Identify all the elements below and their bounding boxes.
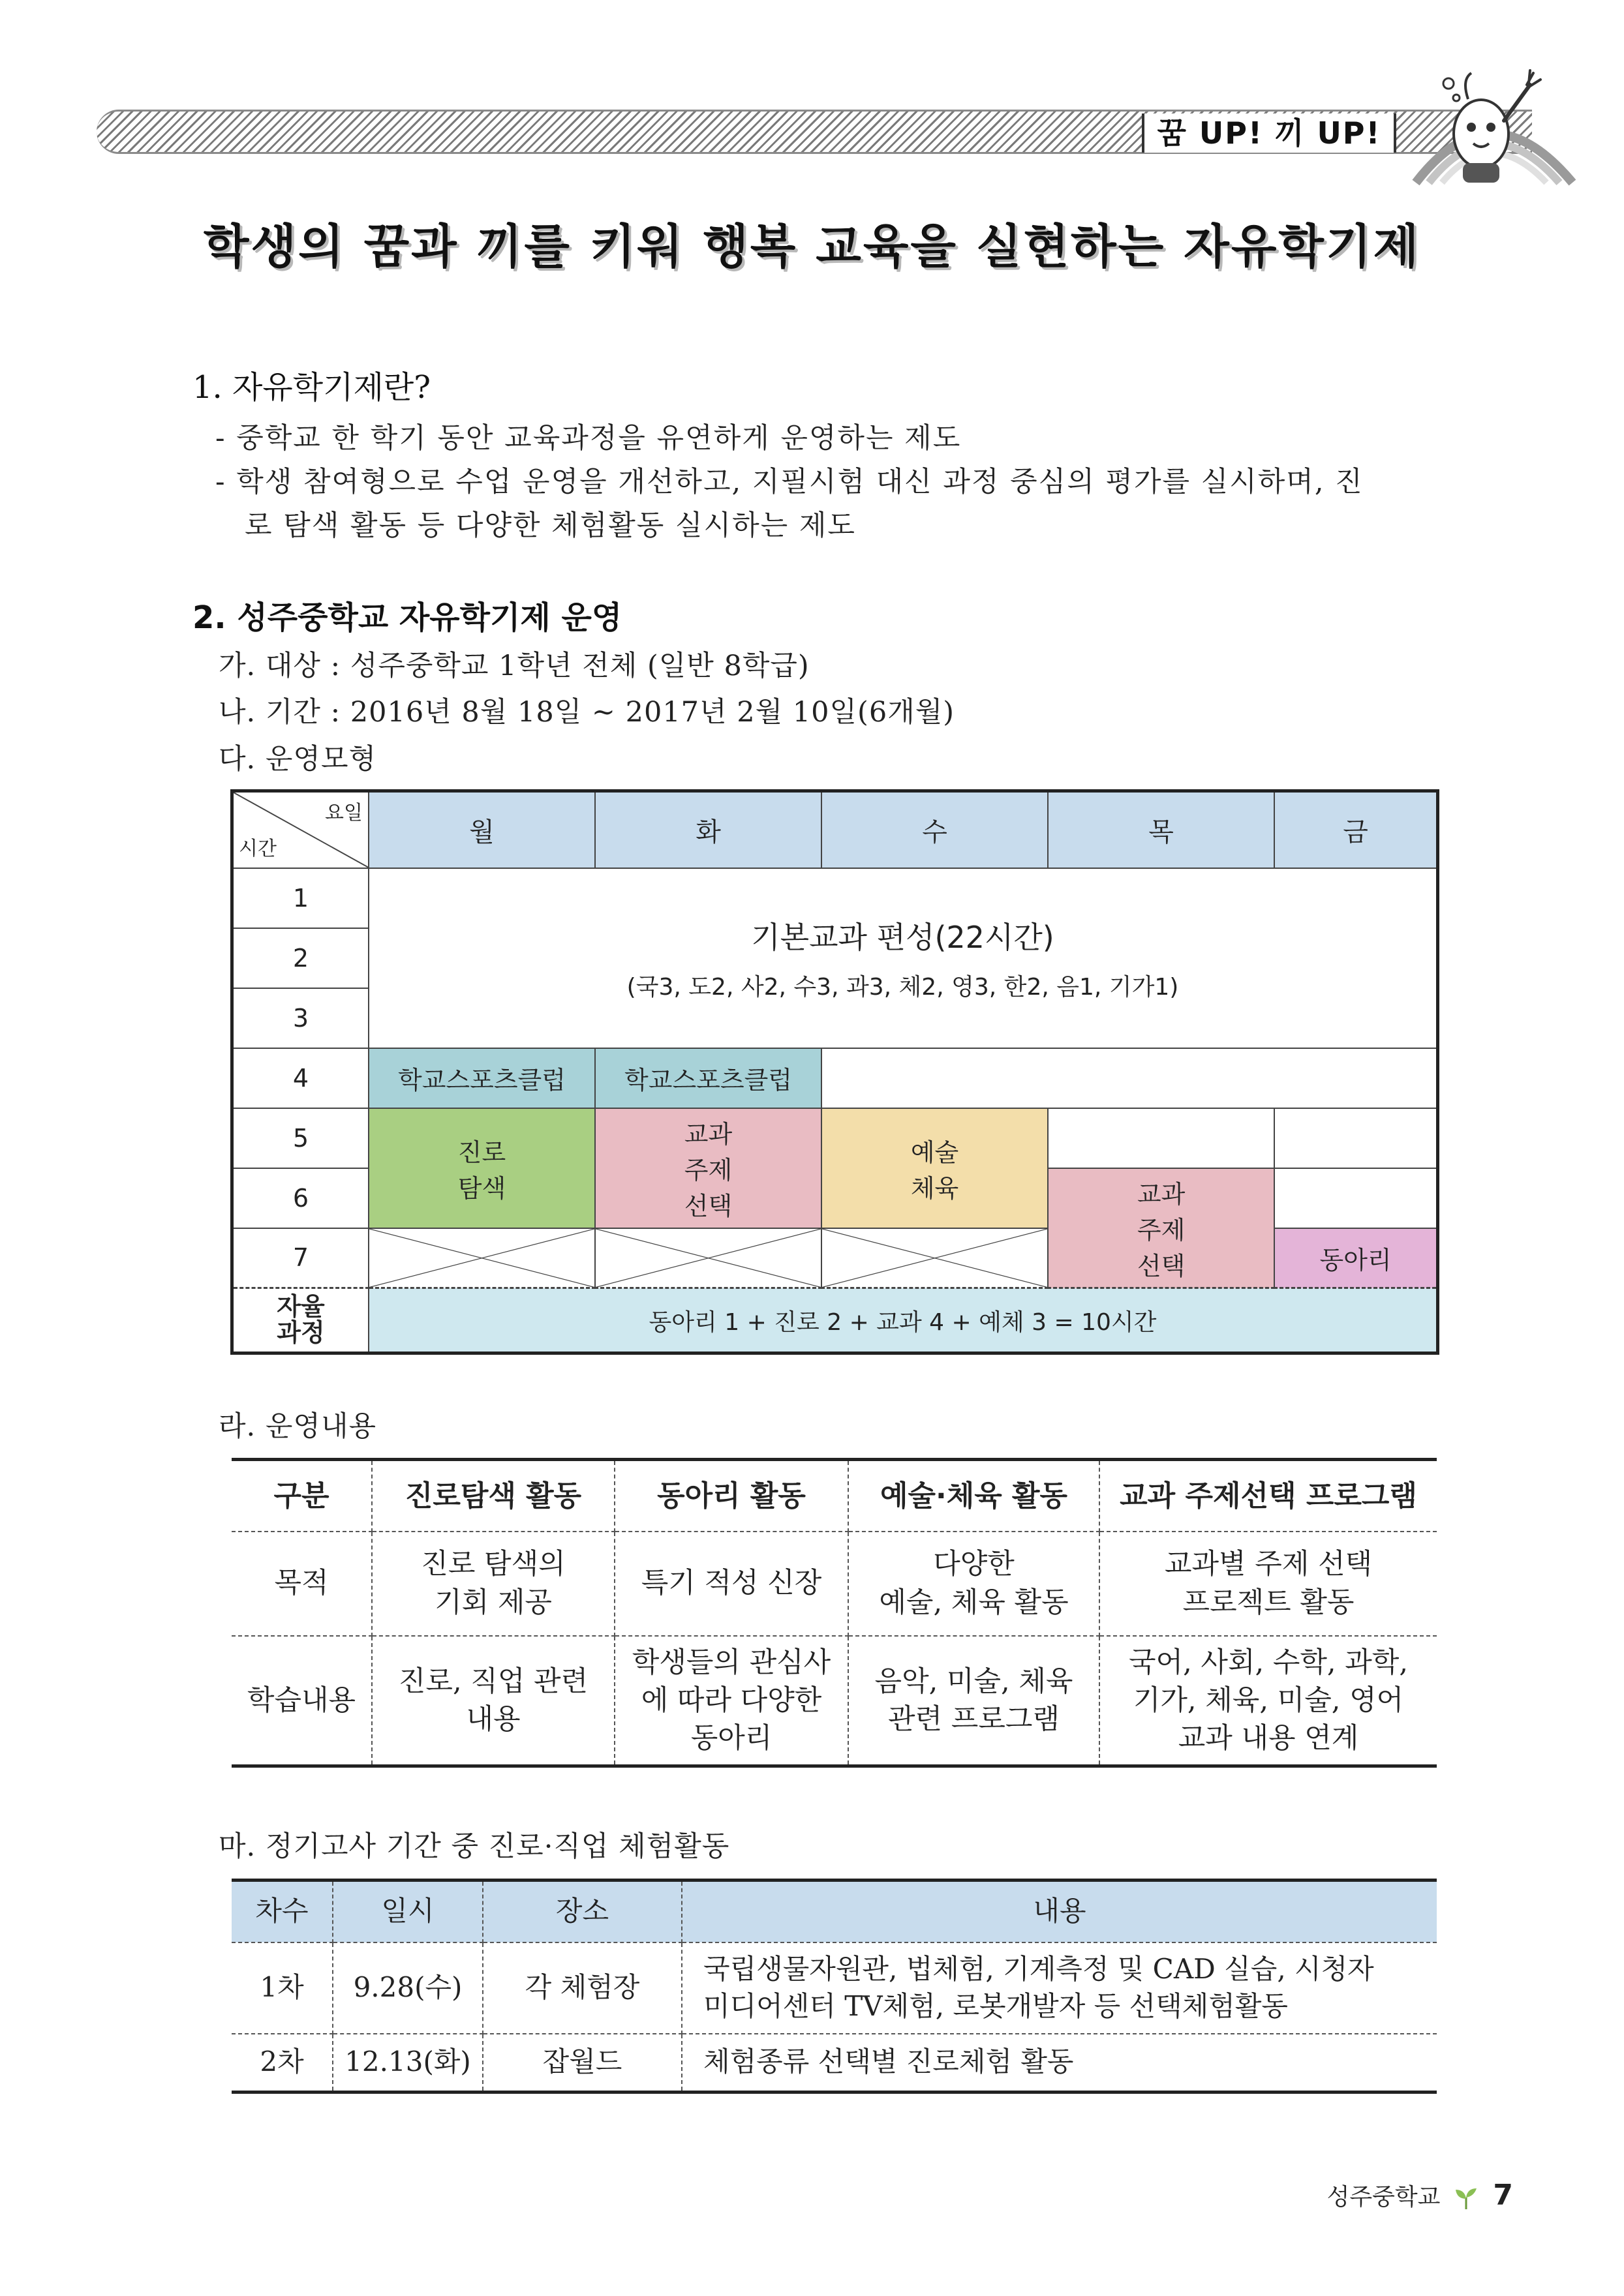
- ops-cell: 국어, 사회, 수학, 과학, 기가, 체육, 미술, 영어 교과 내용 연계: [1129, 1646, 1408, 1755]
- empty-cross-wed: [821, 1228, 1048, 1288]
- ops-row-purpose-label: 목적: [232, 1532, 372, 1636]
- corner-cell: [232, 791, 369, 868]
- period-1: 1: [232, 868, 369, 928]
- footer: [1327, 2179, 1513, 2212]
- empty-cross-tue: [595, 1228, 821, 1288]
- page-title: 학생의 꿈과 끼를 키워 행복 교육을 실현하는 자유학기제: [203, 219, 1421, 274]
- ops-header-career: 진로탐색 활동: [372, 1460, 615, 1532]
- subject-topic-tue: 교과 주제 선택: [595, 1108, 821, 1228]
- section1-heading: 1. 자유학기제란?: [192, 369, 431, 406]
- content-label: 라. 운영내용: [219, 1410, 377, 1443]
- day-mon: 월: [369, 791, 595, 868]
- period-2: 2: [232, 928, 369, 988]
- ops-header-category: 구분: [232, 1460, 372, 1532]
- model-label: 다. 운영모형: [219, 743, 377, 776]
- exp-cell: 각 체험장: [483, 1942, 682, 2034]
- ops-cell: 음악, 미술, 체육 관련 프로그램: [848, 1636, 1099, 1766]
- ops-cell: 교과별 주제 선택 프로젝트 활동: [1099, 1532, 1437, 1636]
- day-thu: 목: [1048, 791, 1274, 868]
- section1-bullet-2: - 학생 참여형으로 수업 운영을 개선하고, 지필시험 대신 과정 중심의 평가를 실시하며, 진: [215, 466, 1364, 498]
- period-line: 나. 기간 : 2016년 8월 18일 ~ 2017년 2월 10일(6개월): [219, 696, 955, 729]
- ops-cell: 다양한 예술, 체육 활동: [848, 1532, 1099, 1636]
- operation-content-table: [232, 1458, 1437, 1768]
- exp-cell: 잡월드: [483, 2034, 682, 2092]
- ops-row-content-label: 학습내용: [232, 1636, 372, 1766]
- experience-table: [232, 1879, 1437, 2094]
- period-7: 7: [232, 1228, 369, 1288]
- exp-header-place: 장소: [483, 1881, 682, 1942]
- section2-heading: 2. 성주중학교 자유학기제 운영: [192, 599, 622, 636]
- day-tue: 화: [595, 791, 821, 868]
- ops-cell: 학생들의 관심사 에 따라 다양한 동아리: [615, 1636, 848, 1766]
- ops-header-subject: 교과 주제선택 프로그램: [1099, 1460, 1437, 1532]
- section1-bullet-3: 로 탐색 활동 등 다양한 체험활동 실시하는 제도: [245, 509, 856, 542]
- free-course-label: 자율 과정: [232, 1288, 369, 1353]
- sports-club-tue: 학교스포츠클럽: [595, 1048, 821, 1108]
- ops-header-arts: 예술·체육 활동: [848, 1460, 1099, 1532]
- basic-subjects-cell: [369, 868, 1438, 1048]
- exp-cell: 9.28(수): [333, 1942, 483, 2034]
- day-fri: 금: [1274, 791, 1437, 868]
- ops-cell: 특기 적성 신장: [615, 1532, 848, 1636]
- exam-label: 마. 정기고사 기간 중 진로·직업 체험활동: [219, 1830, 730, 1863]
- ops-cell: 진로 탐색의 기회 제공: [372, 1532, 615, 1636]
- header-label: 꿈 UP! 끼 UP!: [1142, 113, 1396, 153]
- exp-cell: 2차: [232, 2034, 333, 2092]
- period-4: 4: [232, 1048, 369, 1108]
- exp-cell: 국립생물자원관, 법체험, 기계측정 및 CAD 실습, 시청자 미디어센터 TV체험, 로봇개발자 등 선택체험활동: [682, 1942, 1437, 2034]
- exp-header-content: 내용: [682, 1881, 1437, 1942]
- exp-header-round: 차수: [232, 1881, 333, 1942]
- corner-day-label: 요일: [325, 802, 363, 824]
- footer-school: 성주중학교: [1326, 2184, 1441, 2211]
- corner-time-label: 시간: [239, 837, 277, 860]
- mascot-icon: [1403, 59, 1579, 189]
- exp-cell: 1차: [232, 1942, 333, 2034]
- target-line: 가. 대상 : 성주중학교 1학년 전체 (일반 8학급): [219, 650, 810, 682]
- exp-cell: 12.13(화): [333, 2034, 483, 2092]
- subject-topic-thu: 교과 주제 선택: [1048, 1168, 1274, 1288]
- career-cell: 진로 탐색: [369, 1108, 595, 1228]
- section1-bullet-1: - 중학교 한 학기 동안 교육과정을 유연하게 운영하는 제도: [215, 422, 962, 455]
- basic-subjects-title: 기본교과 편성(22시간): [751, 920, 1054, 955]
- club-fri: 동아리: [1274, 1228, 1437, 1288]
- period-3: 3: [232, 988, 369, 1048]
- day-wed: 수: [821, 791, 1048, 868]
- sports-club-mon: 학교스포츠클럽: [369, 1048, 595, 1108]
- empty-cross-mon: [369, 1228, 595, 1288]
- exp-header-date: 일시: [333, 1881, 483, 1942]
- period-6: 6: [232, 1168, 369, 1228]
- sprout-icon: [1453, 2187, 1479, 2209]
- period-5: 5: [232, 1108, 369, 1168]
- schedule-table: [230, 789, 1439, 1355]
- free-course-summary: 동아리 1 + 진로 2 + 교과 4 + 예체 3 = 10시간: [369, 1288, 1438, 1353]
- ops-cell: 진로, 직업 관련 내용: [372, 1636, 615, 1766]
- page-number: 7: [1493, 2179, 1513, 2212]
- arts-pe-cell: 예술 체육: [821, 1108, 1048, 1228]
- exp-cell: 체험종류 선택별 진로체험 활동: [703, 2046, 1074, 2078]
- ops-header-club: 동아리 활동: [615, 1460, 848, 1532]
- basic-subjects-detail: (국3, 도2, 사2, 수3, 과3, 체2, 영3, 한2, 음1, 기가1): [626, 974, 1179, 1001]
